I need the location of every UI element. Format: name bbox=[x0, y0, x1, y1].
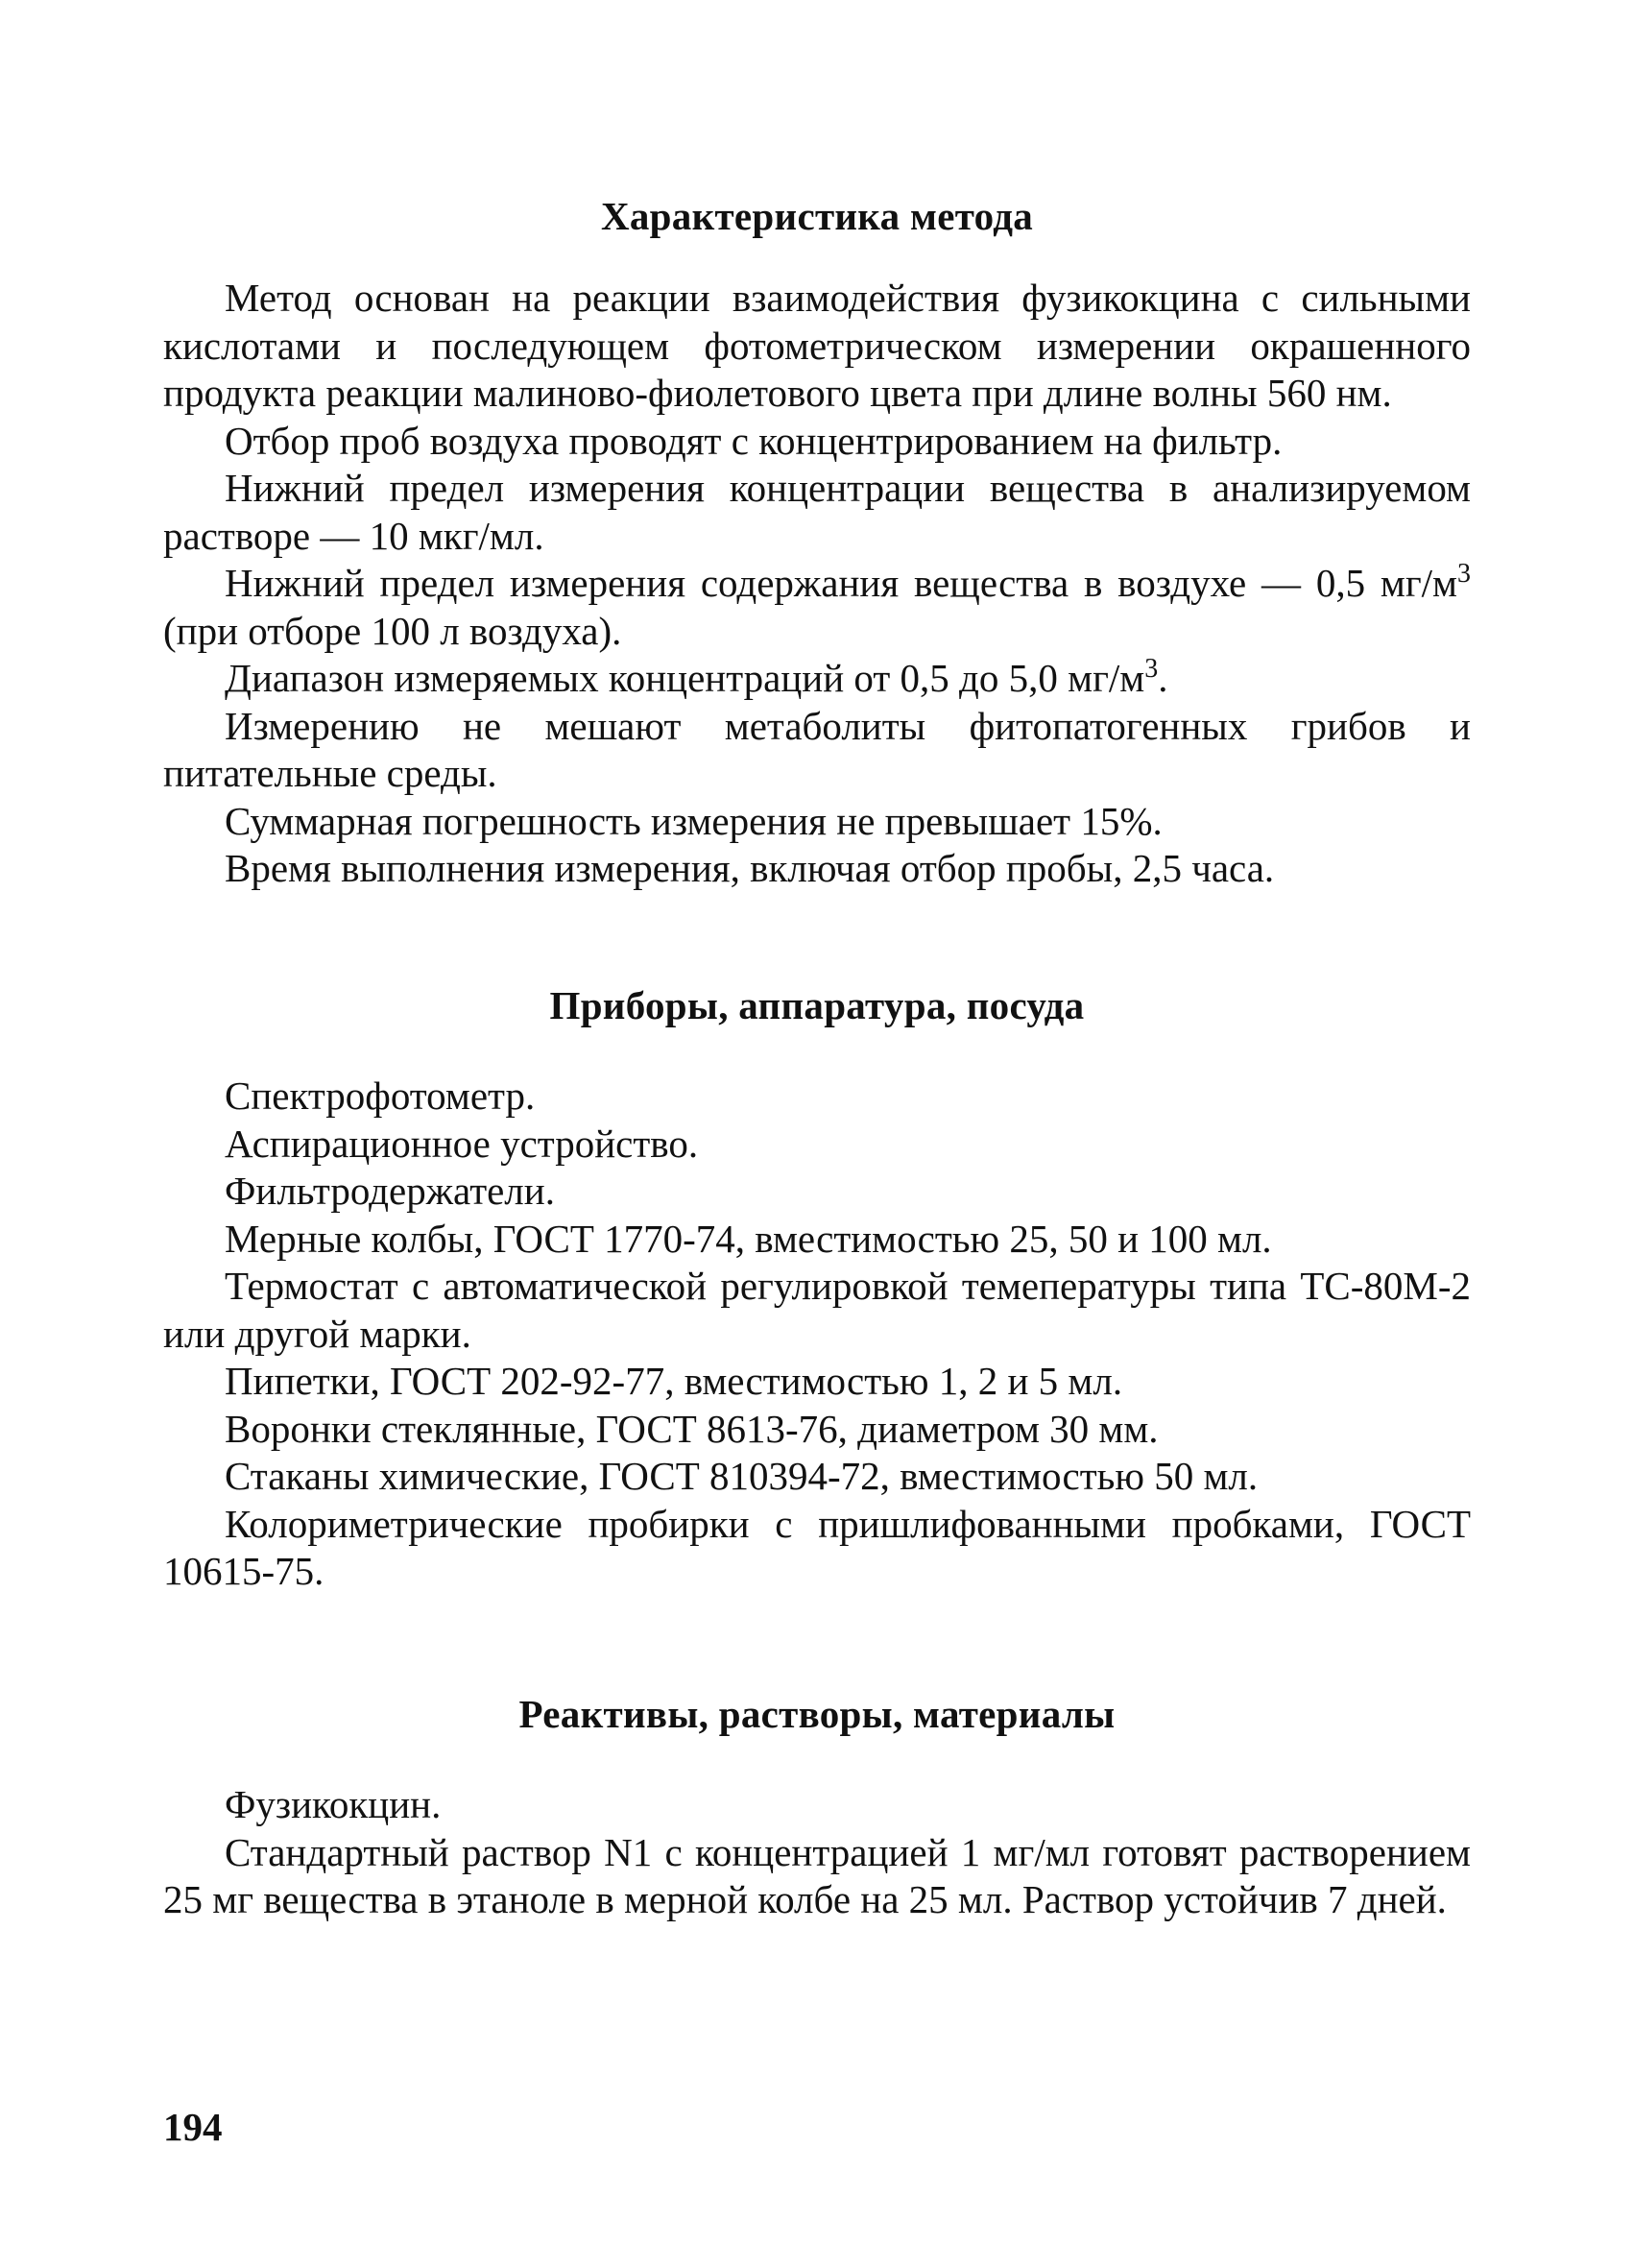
superscript-cubic: 3 bbox=[1144, 654, 1159, 684]
paragraph-interference: Измерению не мешают метаболиты фитопатогенных грибов и питательные среды. bbox=[163, 703, 1471, 795]
section-body-equipment bbox=[163, 1073, 1471, 1596]
range-tail: . bbox=[1158, 656, 1168, 700]
paragraph-duration: Время выполнения измерения, включая отбор пробы, 2,5 часа. bbox=[225, 846, 1275, 890]
equipment-item: Спектрофотометр. bbox=[225, 1074, 536, 1118]
equipment-item: Мерные колбы, ГОСТ 1770-74, вместимостью 25, 50 и 100 мл. bbox=[225, 1216, 1272, 1261]
paragraph-lower-limit-air bbox=[163, 560, 1471, 655]
section-heading-reagents: Реактивы, растворы, материалы bbox=[518, 1692, 1116, 1736]
equipment-item: Колориметрические пробирки с пришлифованными пробками, ГОСТ 10615-75. bbox=[163, 1501, 1471, 1593]
superscript-cubic: 3 bbox=[1457, 559, 1471, 589]
paragraph-range bbox=[163, 655, 1471, 703]
section-heading-equipment: Приборы, аппаратура, посуда bbox=[549, 983, 1085, 1027]
reagent-item: Стандартный раствор N1 с концентрацией 1 мг/мл готовят растворением 25 мг вещества в этаноле в мерной колбе на 25 мл. Раствор устойчив 7 дней. bbox=[163, 1829, 1471, 1921]
equipment-item: Аспирационное устройство. bbox=[225, 1121, 699, 1166]
equipment-item: Пипетки, ГОСТ 202-92-77, вместимостью 1, 2 и 5 мл. bbox=[225, 1359, 1123, 1403]
lower-limit-air-tail: (при отборе 100 л воздуха). bbox=[163, 608, 622, 653]
equipment-item: Стаканы химические, ГОСТ 810394-72, вместимостью 50 мл. bbox=[225, 1454, 1259, 1498]
equipment-item: Фильтродержатели. bbox=[225, 1169, 555, 1213]
paragraph-lower-limit-solution: Нижний предел измерения концентрации вещества в анализируемом растворе — 10 мкг/мл. bbox=[163, 466, 1471, 558]
reagent-item: Фузикокцин. bbox=[225, 1782, 442, 1826]
paragraph-method-basis: Метод основан на реакции взаимодействия фузикокцина с сильными кислотами и последующем фотометрическом измерении окрашенного продукта реакции малиново-фиолетового цвета при длине волны 560 нм. bbox=[163, 276, 1471, 415]
section-heading-method: Характеристика метода bbox=[600, 194, 1034, 238]
page-number: 194 bbox=[163, 2105, 223, 2149]
paragraph-sampling: Отбор проб воздуха проводят с концентрированием на фильтр. bbox=[225, 418, 1283, 463]
range-text: Диапазон измеряемых концентраций от 0,5 до 5,0 мг/м bbox=[225, 656, 1145, 700]
paragraph-error: Суммарная погрешность измерения не превышает 15%. bbox=[225, 798, 1163, 843]
equipment-item: Термостат с автоматической регулировкой темепературы типа ТС-80М-2 или другой марки. bbox=[163, 1264, 1471, 1356]
equipment-item: Воронки стеклянные, ГОСТ 8613-76, диаметром 30 мм. bbox=[225, 1406, 1159, 1451]
lower-limit-air-text: Нижний предел измерения содержания вещества в воздухе — 0,5 мг/м bbox=[225, 561, 1457, 605]
section-body-reagents bbox=[163, 1781, 1471, 1924]
section-body-method bbox=[163, 275, 1471, 893]
document-page bbox=[163, 0, 1471, 2268]
